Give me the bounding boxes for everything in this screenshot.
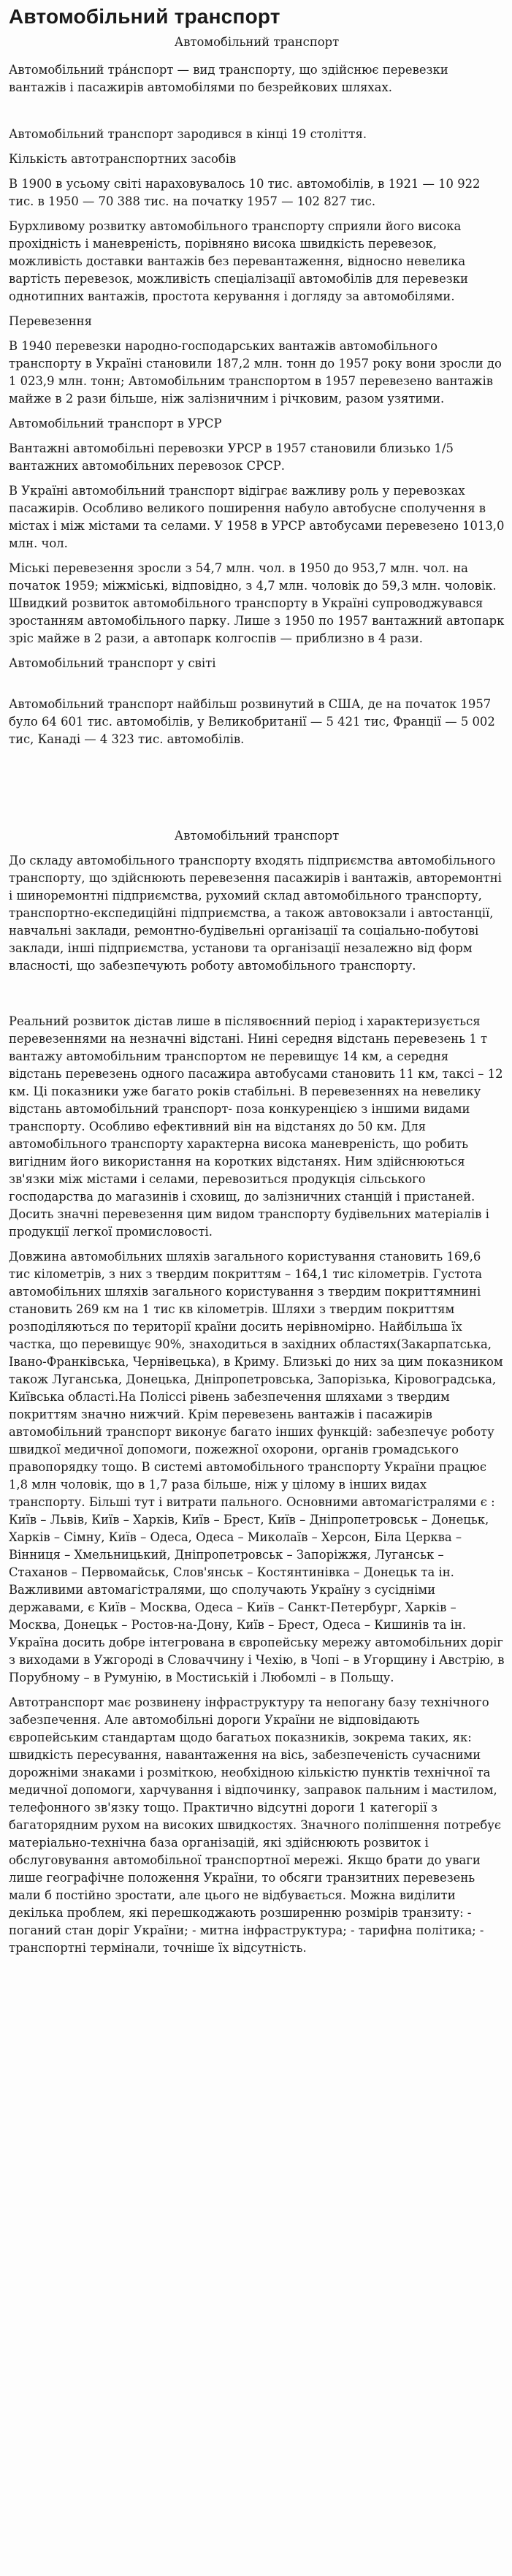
paragraph-real-development: Реальний розвиток дістав лише в післявоєнний період і характеризується перевезеннями на незначні відстані. Нині середня відстань перевезень 1 т вантажу автомобільним транспортом не перевищує 14 км, а середня відстань перевезень одного пасажира автобусами становить 11 км, таксі – 12 км. Ці показники уже багато років стабільні. В перевезеннях на невелику відстань автомобільний транспорт- поза конкуренцією з іншими видами транспорту. Особливо ефективний він на відстанях до 50 км. Для автомобільного транспорту характерна висока маневреність, що робить вигідним його використання на коротких відстанях. Ним здійснюються зв'язки між містами і селами, перевозиться продукція сільського господарства до магазинів і сховищ, до залізничних станцій і пристаней. Досить значні перевезення цим видом транспорту будівельних матеріалів і продукції легкої промисловості. (9, 1014, 503, 1239)
paragraph-freight-1940: В 1940 перевезки народно-господарських вантажів автомобільного транспорту в Українi становили 187,2 млн. тонн до 1957 року вони зросли до 1 023,9 млн. тонн; Автомобільним транспортом в 1957 перевезено вантажів майже в 2 рази більше, ніж залізничним і річковим, разом узятими. (9, 339, 502, 406)
paragraph-origin: Автомобільний транспорт зародився в кінці 19 століття. (9, 127, 367, 141)
page-title: Автомобільний транспорт (9, 5, 280, 28)
paragraph-definition: Автомобільний тра́нспорт — вид транспорту, що здійснює перевезки вантажів і пасажирів автомобілями по безрейкових шляхах. (9, 63, 448, 94)
section-heading-auto-transport: Автомобільний транспорт (174, 829, 340, 843)
paragraph-infrastructure: Автотранспорт має розвинену інфраструктуру та непогану базу технічного забезпечення. Але автомобільні дороги України не відповідають європейським стандартам щодо багатьох показників, зокрема таких, як: швидкість пересування, навантаження на вісь, забезпеченість сучасними дорожніми знаками і розміткою, необхідною кількістю пунктів технічної та медичної допомоги, харчування і відпочинку, заправок пальним і мастилом, телефонного зв'язку тощо. Практично відсутні дороги 1 категорії з багаторядним рухом на високих швидкостях. Значного поліпшення потребує матеріально-технічна база організацій, які здійснюють розвиток і обслуговування автомобільної транспортної мережі. Якщо брати до уваги лише географічне положення України, то обсяги транзитних перевезень мали б постійно зростати, але цього не відбувається. Можна виділити декілька проблем, які перешкоджають розширенню розмірів транзиту: - поганий стан доріг України; - митна інфраструктура; - тарифна політика; - транспортні термінали, точніше їх відсутність. (9, 1695, 502, 1955)
paragraph-ussr-freight: Вантажні автомобільні перевозки УРСР в 1957 становили близько 1/5 вантажних автомобільних перевозок СРСР. (9, 441, 454, 473)
paragraph-city-transport: Міські перевезення зросли з 54,7 млн. чол. в 1950 до 953,7 млн. чол. на початок 1959; міжміські, відповідно, з 4,7 млн. чоловік до 59,3 млн. чоловік. Швидкий розвиток автомобільного транспорту в Українi супроводжувався зростанням автомобільного парку. Лише з 1950 по 1957 вантажний автопарк зріс майже в 2 рази, а автопарк колгоспів — приблизно в 4 рази. (9, 561, 505, 645)
paragraph-roads-length: Довжина автомобільних шляхів загального користування становить 169,6 тис кілометрів, з них з твердим покриттям – 164,1 тис кілометрів. Густота автомобільних шляхів загального користування з твердим покриттямнині становить 269 км на 1 тис кв кілометрів. Шляхи з твердим покриттям розподіляються по території країни досить нерівномірно. Найбільша їх частка, що перевищує 90%, знаходиться в західних областях(Закарпатська, Івано-Франківська, Чернівецька), в Криму. Близькі до них за цим показником також Луганська, Донецька, Дніпропетровська, Запорізька, Кіровоградська, Київська області.На Поліссі рівень забезпечення шляхами з твердим покриттям значно нижчий. Крім перевезень вантажів і пасажирів автомобільний транспорт виконує багато інших функцій: забезпечує роботу швидкої медичної допомоги, пожежної охорони, органів громадського правопорядку тощо. В системі автомобільного транспорту України працює 1,8 млн чоловік, що в 1,7 раза більше, ніж у цілому в інших видах транспорту. Більші тут і витрати пального. Основними автомагістралями є : Київ – Львів, Київ – Харків, Київ – Брест, Київ – Дніпропетровськ – Донецьк, Харків – Сімну, Київ – Одеса, Одеса – Миколаїв – Херсон, Біла Церква – Вінниця – Хмельницький, Дніпропетровськ – Запоріжжя, Луганськ – Стаханов – Первомайськ, Слов'янськ – Костянтинівка – Донецьк та ін. Важливими автомагістралями, що сполучають Україну з сусідніми державами, є Київ – Москва, Одеса – Київ – Санкт-Петербург, Харків – Москва, Донецьк – Ростов-на-Дону, Київ – Брест, Одеса – Кишинів та ін. Україна досить добре інтегрована в європейську мережу автомобільних доріг з виходами в Ужгороді в Словаччину і Чехію, в Чопі – в Угорщину і Австрію, в Порубному – в Румунію, в Мостиській і Любомлі – в Польщу. (9, 1250, 505, 1684)
paragraph-world: Автомобільний транспорт найбільш розвинутий в США, де на початок 1957 було 64 601 тис. автомобілів, у Великобританії — 5 421 тис, Франції — 5 002 тис, Канаді — 4 323 тис. автомобілів. (9, 697, 495, 746)
section-heading-ussr: Автомобільний транспорт в УРСР (9, 417, 222, 430)
paragraph-composition: До складу автомобільного транспорту входять підприємства автомобільного транспорту, що здійснюють перевезення пасажирів і вантажів, авторемонтні і шиноремонтні підприємства, рухомий склад автомобільного транспорту, транспортно-експедиційні підприємства, а також автовокзали і автостанції, навчальні заклади, ремонтно-будівельні організації та соціально-побутові заклади, інші підприємства, установи та організації незалежно від форм власності, що забезпечують роботу автомобільного транспорту. (9, 854, 502, 973)
page-subtitle: Автомобільний транспорт (174, 35, 340, 49)
paragraph-vehicle-count: В 1900 в усьому світі нараховувалось 10 тис. автомобілів, в 1921 — 10 922 тис. в 1950 — 70 388 тис. на початку 1957 — 102 827 тис. (9, 177, 481, 208)
paragraph-development: Бурхливому розвитку автомобільного транспорту сприяли його висока прохідність і маневреність, порівняно висока швидкість перевезок, можливість доставки вантажів без перевантаження, відносно невелика вартість перевезок, можливість спеціалізації автомобілів для перевезки однотипних вантажів, простота керування і догляду за автомобілями. (9, 219, 468, 303)
paragraph-passengers: В Українi автомобільний транспорт відіграє важливу роль у перевозках пасажирів. Особливо великого поширення набуло автобусне сполучення в містах і між містами та селами. У 1958 в УРСР автобусами перевезено 1013,0 млн. чол. (9, 484, 505, 550)
section-heading-transportation: Перевезення (9, 314, 92, 328)
section-heading-world: Автомобільний транспорт у світі (9, 656, 216, 670)
section-heading-vehicle-count: Кількість автотранспортних засобів (9, 152, 237, 166)
